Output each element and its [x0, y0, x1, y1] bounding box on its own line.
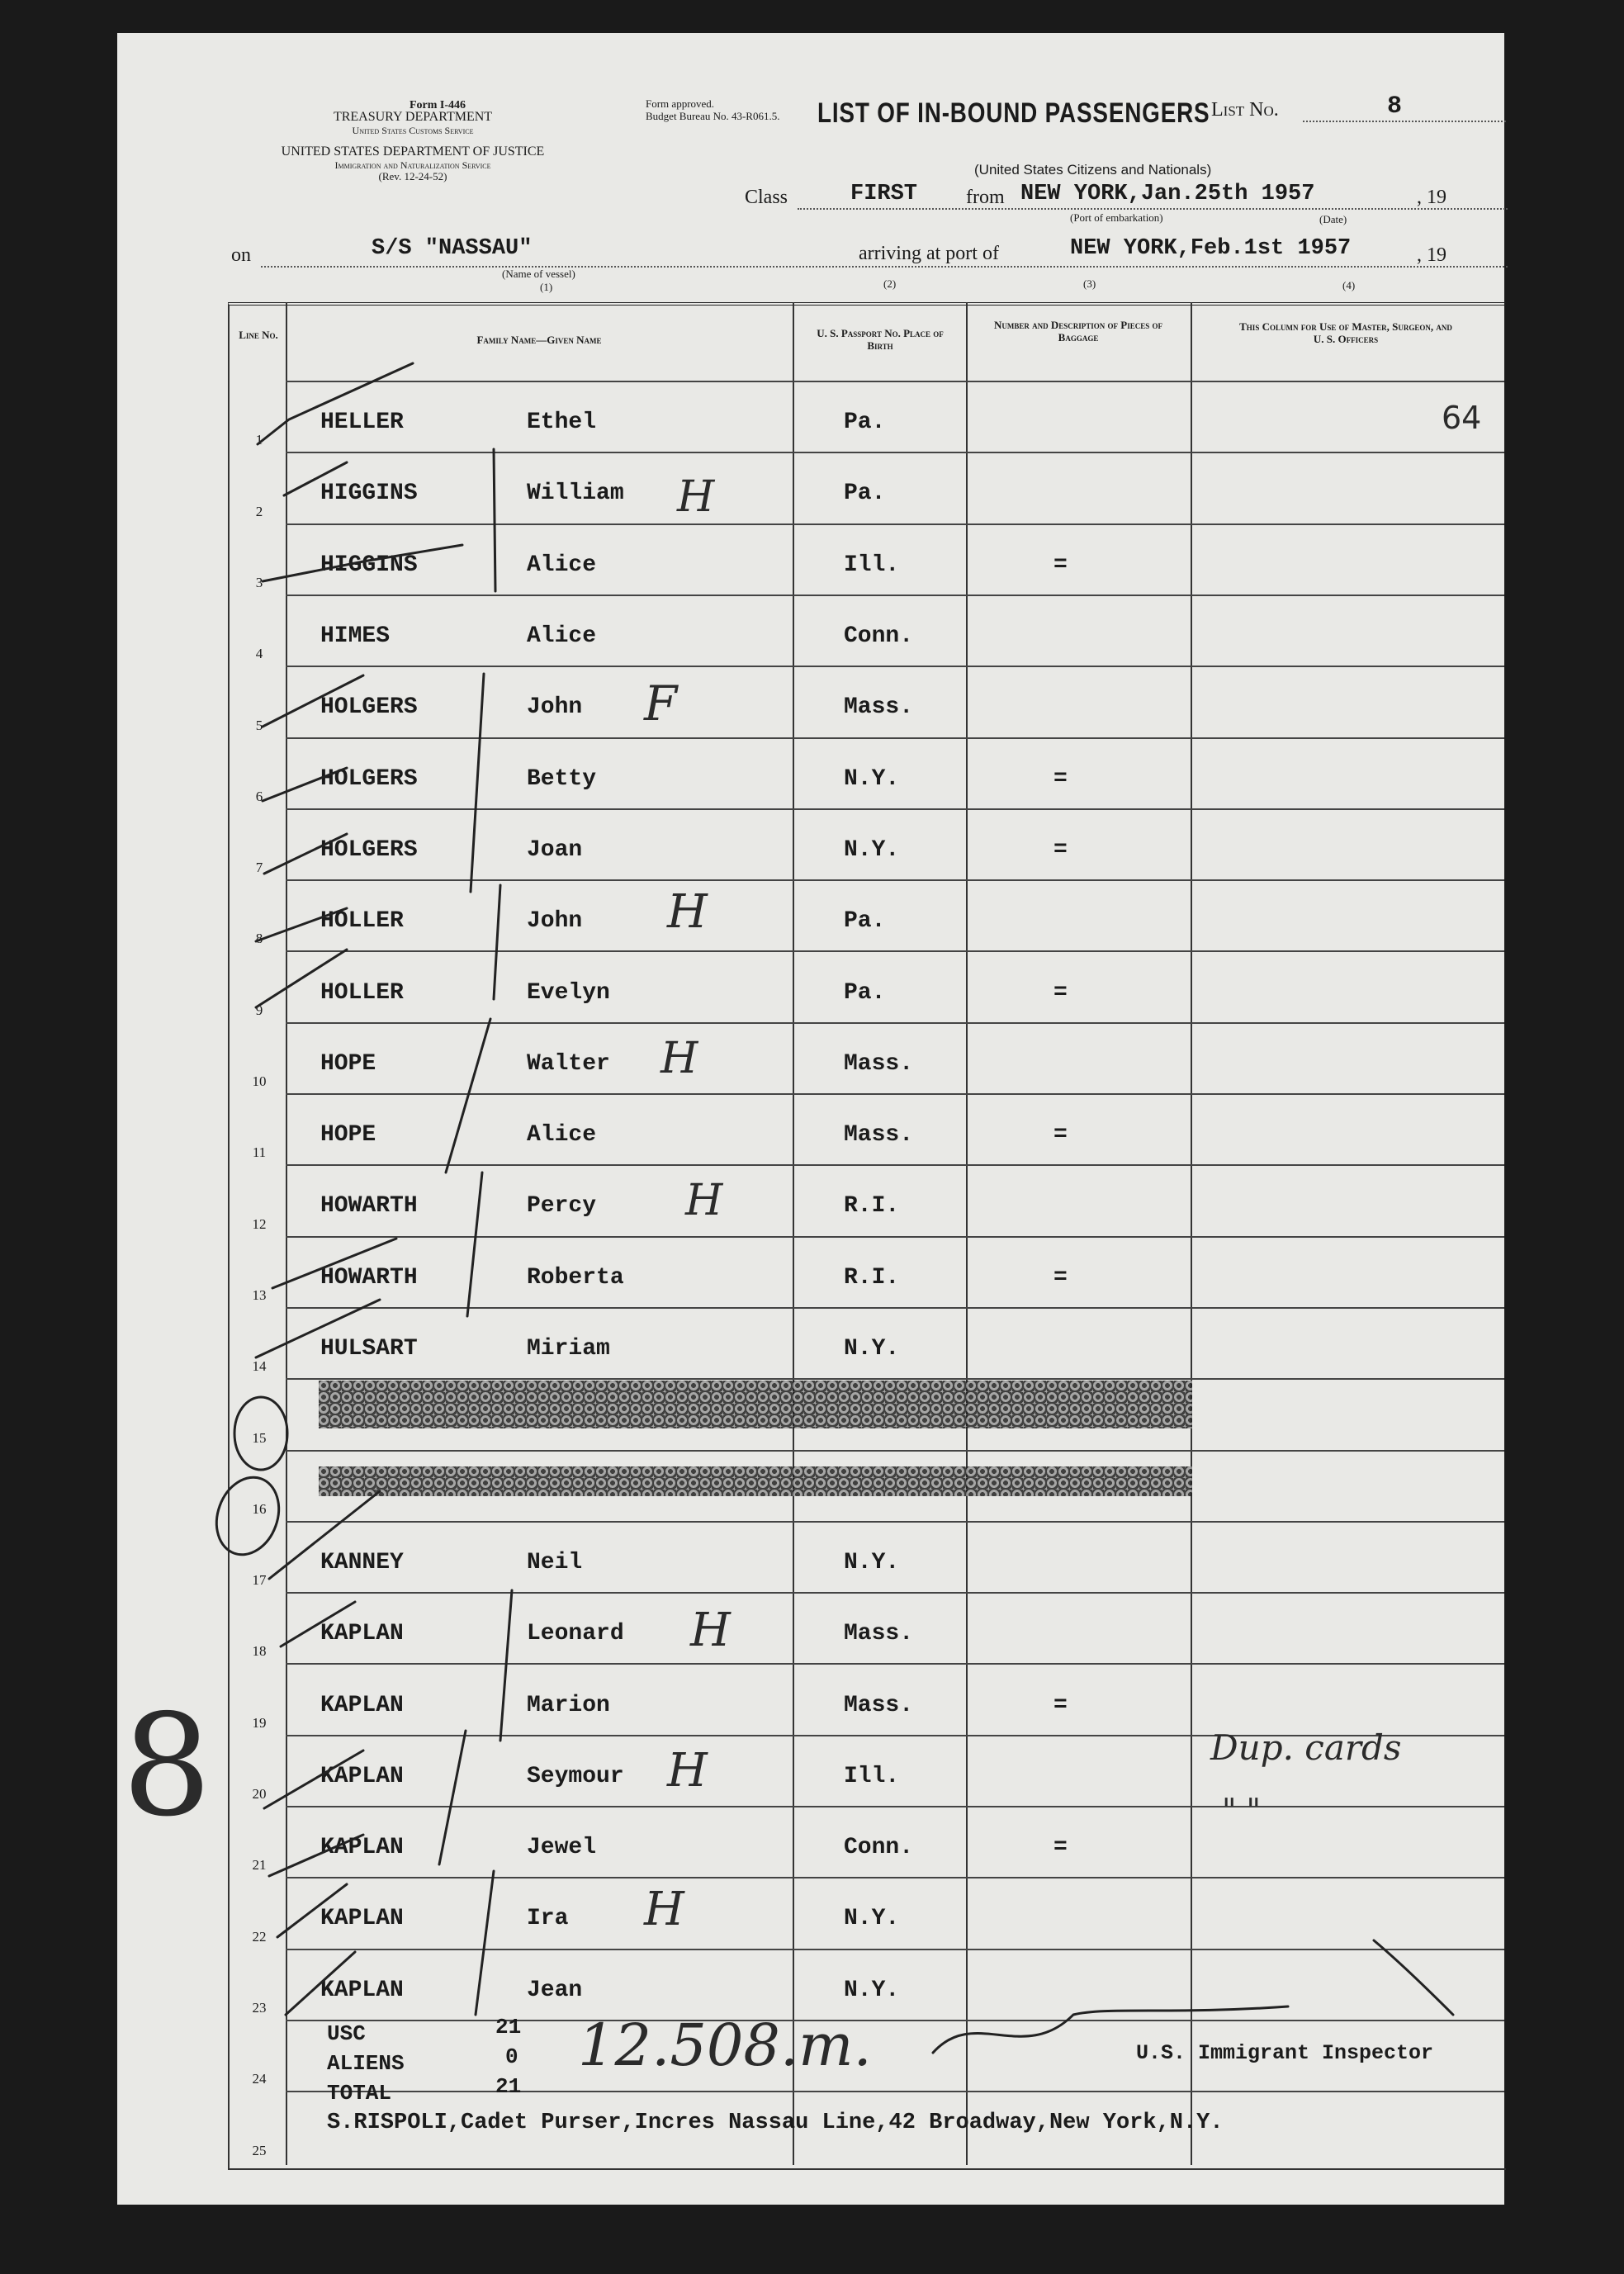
row-divider [286, 2091, 1504, 2092]
baggage-mark: = [1053, 1122, 1068, 1149]
col2-caption: (2) [883, 277, 897, 290]
given-name: John [527, 908, 583, 935]
page-title: LIST OF IN-BOUND PASSENGERS [817, 97, 1210, 129]
total-value: 21 [495, 2074, 522, 2099]
justice-dept: UNITED STATES DEPARTMENT OF JUSTICE [281, 144, 545, 159]
header-name: Family Name—Given Name [476, 334, 602, 346]
line-number: 16 [252, 1500, 267, 1517]
line-number: 14 [252, 1358, 267, 1375]
row-divider [286, 1806, 1504, 1807]
place-of-birth: N.Y. [844, 765, 900, 792]
family-name: KAPLAN [320, 1906, 404, 1932]
line-number: 17 [252, 1572, 267, 1589]
line-number: 6 [255, 788, 263, 804]
row-divider [286, 1521, 1504, 1523]
form-approved: Form approved. [646, 97, 715, 110]
col-divider-line [286, 302, 287, 2165]
embarkation-value: NEW YORK,Jan.25th 1957 [1020, 182, 1315, 206]
redacted-row-16 [319, 1466, 1192, 1496]
line-number: 7 [255, 860, 263, 876]
line-number: 4 [255, 646, 263, 662]
header-passport: U. S. Passport No. Place of Birth [817, 327, 944, 352]
baggage-mark: = [1053, 552, 1068, 578]
col4-caption: (4) [1342, 279, 1356, 291]
class-label: Class [745, 187, 788, 208]
budget-bureau: Budget Bureau No. 43-R061.5. [646, 110, 780, 122]
col-divider-baggage [1191, 302, 1192, 2165]
place-of-birth: Pa. [844, 410, 886, 436]
hand-h-row10: H [660, 1034, 698, 1083]
family-name: HOLGERS [320, 836, 418, 863]
given-name: Alice [527, 552, 597, 578]
arrival-value: NEW YORK,Feb.1st 1957 [1070, 236, 1352, 261]
line-number: 12 [252, 1215, 267, 1232]
line-number: 21 [252, 1857, 267, 1874]
header-baggage: Number and Description of Pieces of Baggage [994, 319, 1162, 343]
given-name: Jean [527, 1977, 583, 2003]
treasury-dept: TREASURY DEPARTMENT [333, 110, 493, 124]
hand-h-row2: H [677, 472, 715, 522]
row-divider [286, 1949, 1504, 1950]
row-divider [286, 1663, 1504, 1665]
baggage-mark: = [1053, 836, 1068, 863]
line-number: 2 [255, 503, 263, 519]
family-name: KAPLAN [320, 1977, 404, 2003]
given-name: Miriam [527, 1336, 610, 1362]
family-name: KAPLAN [320, 1621, 404, 1647]
baggage-mark: = [1053, 1264, 1068, 1291]
year-suffix-2: , 19 [1417, 244, 1446, 266]
family-name: KAPLAN [320, 1692, 404, 1718]
given-name: Jewel [527, 1835, 597, 1861]
line-number: 18 [252, 1643, 267, 1660]
line-number: 10 [252, 1073, 267, 1089]
given-name: Joan [527, 836, 583, 863]
place-of-birth: Pa. [844, 908, 886, 935]
family-name: HELLER [320, 410, 404, 436]
revision-date: (Rev. 12-24-52) [378, 170, 447, 182]
col-divider-passport [966, 302, 968, 2165]
family-name: KAPLAN [320, 1763, 404, 1789]
vessel-name: S/S "NASSAU" [372, 236, 533, 261]
row-divider [286, 2020, 1504, 2021]
hand-h-row22: H [644, 1883, 684, 1936]
row-divider [286, 595, 1504, 596]
row-divider [286, 1022, 1504, 1024]
family-name: HULSART [320, 1336, 418, 1362]
ditto-marks: " " [1222, 1792, 1262, 1828]
line-number: 13 [252, 1286, 267, 1303]
family-name: HIGGINS [320, 481, 418, 507]
family-name: HOLLER [320, 908, 404, 935]
place-of-birth: Pa. [844, 481, 886, 507]
row-divider [286, 879, 1504, 881]
from-label: from [966, 187, 1005, 208]
place-of-birth: N.Y. [844, 1977, 900, 2003]
place-of-birth: Mass. [844, 1050, 914, 1077]
place-of-birth: R.I. [844, 1193, 900, 1220]
col1-caption: (1) [540, 281, 553, 293]
given-name: Alice [527, 1122, 597, 1149]
given-name: Ira [527, 1906, 569, 1932]
vessel-caption: (Name of vessel) [502, 268, 575, 280]
inspector-label: U.S. Immigrant Inspector [1136, 2041, 1434, 2065]
given-name: Percy [527, 1193, 597, 1220]
hand-h-row8: H [667, 885, 708, 939]
place-of-birth: Conn. [844, 1835, 914, 1861]
place-of-birth: Ill. [844, 1763, 900, 1789]
row-divider [286, 381, 1504, 382]
signature-note: 12.508.m. [578, 2011, 872, 2079]
row-divider [286, 1307, 1504, 1309]
hand-h-row18: H [690, 1604, 731, 1657]
row-divider [286, 1592, 1504, 1594]
hand-h-row20: H [667, 1744, 708, 1798]
given-name: Betty [527, 765, 597, 792]
dup-cards-note: Dup. cards [1210, 1727, 1402, 1768]
family-name: HIMES [320, 623, 391, 650]
aliens-value: 0 [505, 2044, 518, 2069]
line-number: 8 [255, 931, 263, 947]
row-divider [286, 1378, 1504, 1380]
aliens-label: ALIENS [327, 2051, 405, 2076]
officer-count: 64 [1442, 400, 1482, 436]
row-divider [286, 666, 1504, 667]
line-number: 3 [255, 574, 263, 590]
row-divider [286, 808, 1504, 810]
given-name: John [527, 694, 583, 721]
line-number: 1 [255, 432, 263, 448]
header-line-no: Line No. [239, 329, 278, 341]
row-divider [286, 1164, 1504, 1166]
arriving-label: arriving at port of [859, 243, 999, 264]
place-of-birth: Mass. [844, 1621, 914, 1647]
header-officers: This Column for Use of Master, Surgeon, and U. S. Officers [1239, 320, 1452, 345]
baggage-mark: = [1053, 979, 1068, 1006]
row-divider [286, 1093, 1504, 1095]
row-divider [286, 1236, 1504, 1238]
line-number: 23 [252, 1999, 267, 2016]
line-number: 24 [252, 2071, 267, 2087]
given-name: William [527, 481, 624, 507]
usc-label: USC [327, 2021, 366, 2046]
line-number: 5 [255, 717, 263, 733]
family-name: HOLGERS [320, 765, 418, 792]
place-of-birth: Mass. [844, 1692, 914, 1718]
row-divider [286, 737, 1504, 739]
line-number: 9 [255, 1002, 263, 1018]
family-name: HOPE [320, 1050, 376, 1077]
place-of-birth: Pa. [844, 979, 886, 1006]
list-number: 8 [1387, 92, 1403, 121]
place-of-birth: N.Y. [844, 1906, 900, 1932]
line-number: 22 [252, 1928, 267, 1945]
baggage-mark: = [1053, 765, 1068, 792]
vessel-line [261, 266, 1508, 268]
hand-h-row12: H [685, 1176, 723, 1225]
redacted-row-15 [319, 1381, 1192, 1428]
given-name: Leonard [527, 1621, 624, 1647]
embark-caption: (Port of embarkation) [1070, 211, 1163, 224]
list-no-label: List No. [1211, 99, 1279, 121]
on-label: on [231, 244, 251, 266]
year-suffix: , 19 [1417, 187, 1446, 208]
row-divider [286, 1877, 1504, 1878]
baggage-mark: = [1053, 1835, 1068, 1861]
family-name: KAPLAN [320, 1835, 404, 1861]
given-name: Ethel [527, 410, 597, 436]
family-name: HOLLER [320, 979, 404, 1006]
place-of-birth: N.Y. [844, 836, 900, 863]
ins-service: Immigration and Naturalization Service [334, 159, 491, 171]
family-name: HOWARTH [320, 1193, 418, 1220]
margin-number: 8 [122, 1684, 212, 1848]
given-name: Evelyn [527, 979, 610, 1006]
row-divider [286, 452, 1504, 453]
line-number: 25 [252, 2142, 267, 2158]
baggage-mark: = [1053, 1692, 1068, 1718]
place-of-birth: N.Y. [844, 1336, 900, 1362]
class-value: FIRST [850, 182, 918, 206]
customs-service: United States Customs Service [352, 125, 474, 136]
footer-purser: S.RISPOLI,Cadet Purser,Incres Nassau Line,42 Broadway,New York,N.Y. [327, 2111, 1224, 2135]
col-divider-name [793, 302, 794, 2165]
line-number: 15 [252, 1429, 267, 1446]
given-name: Seymour [527, 1763, 624, 1789]
line-number: 11 [252, 1144, 267, 1161]
class-line [798, 208, 1508, 210]
family-name: KANNEY [320, 1549, 404, 1575]
place-of-birth: Mass. [844, 1122, 914, 1149]
family-name: HOPE [320, 1122, 376, 1149]
given-name: Marion [527, 1692, 610, 1718]
given-name: Alice [527, 623, 597, 650]
row-divider [286, 523, 1504, 525]
place-of-birth: Mass. [844, 694, 914, 721]
total-label: TOTAL [327, 2081, 392, 2106]
place-of-birth: N.Y. [844, 1549, 900, 1575]
row-divider [286, 950, 1504, 952]
hand-f-row5: F [644, 675, 678, 732]
page-subtitle: (United States Citizens and Nationals) [974, 162, 1212, 178]
given-name: Walter [527, 1050, 610, 1077]
list-no-line [1303, 121, 1506, 122]
place-of-birth: R.I. [844, 1264, 900, 1291]
place-of-birth: Ill. [844, 552, 900, 578]
place-of-birth: Conn. [844, 623, 914, 650]
given-name: Neil [527, 1549, 583, 1575]
line-number: 19 [252, 1714, 267, 1731]
date-caption: (Date) [1319, 213, 1347, 225]
given-name: Roberta [527, 1264, 624, 1291]
usc-value: 21 [495, 2015, 522, 2039]
family-name: HIGGINS [320, 552, 418, 578]
form-number: Form I-446 [409, 99, 466, 111]
col3-caption: (3) [1083, 277, 1096, 290]
line-number: 20 [252, 1786, 267, 1802]
family-name: HOLGERS [320, 694, 418, 721]
family-name: HOWARTH [320, 1264, 418, 1291]
row-divider [286, 1450, 1504, 1452]
